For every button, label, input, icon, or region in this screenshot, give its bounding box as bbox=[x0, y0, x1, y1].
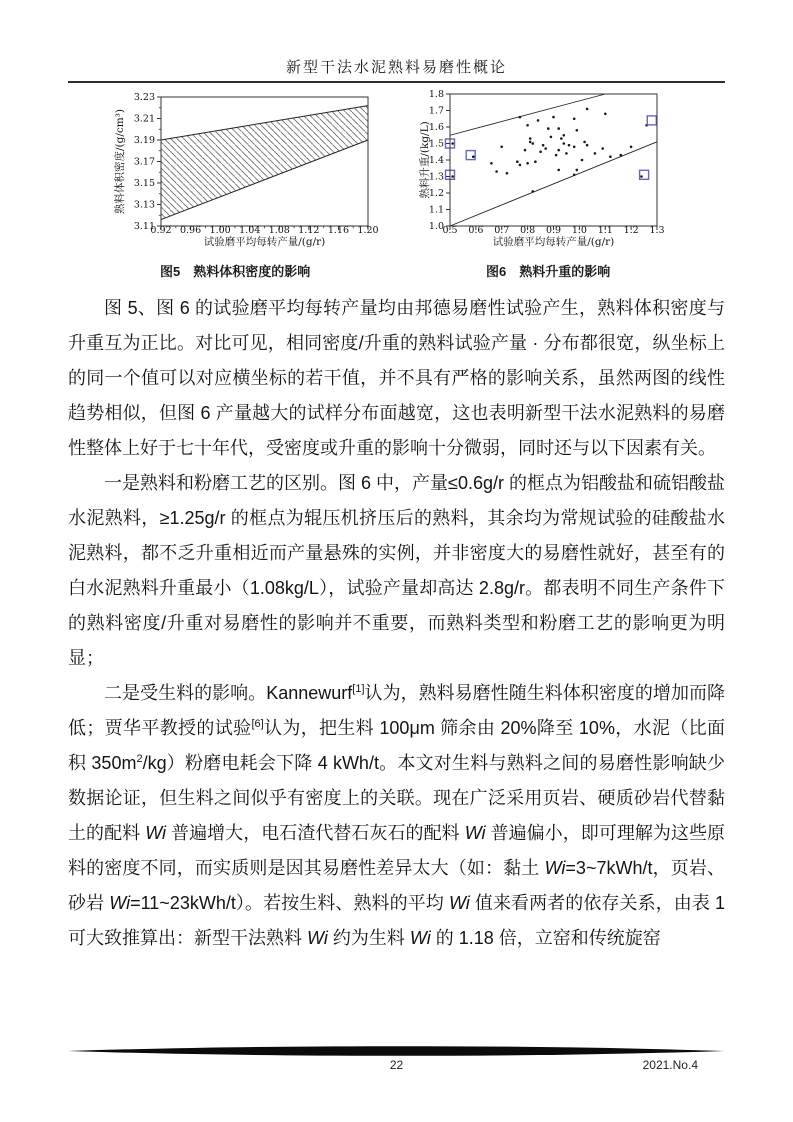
svg-text:1.12: 1.12 bbox=[298, 225, 320, 236]
figure6-litre-weight-chart bbox=[415, 83, 720, 263]
svg-text:1.0: 1.0 bbox=[571, 225, 587, 236]
svg-text:0.96: 0.96 bbox=[179, 225, 202, 236]
svg-text:0.9: 0.9 bbox=[545, 225, 562, 236]
page-number: 22 bbox=[389, 1058, 404, 1072]
paragraph: 一是熟料和粉磨工艺的区别。图 6 中，产量≤0.6g/r 的框点为铝酸盐和硫铝酸盐水泥熟料，≥1.25g/r 的框点为辊压机挤压后的熟料，其余均为常规试验的硅酸盐水泥熟料，都不乏升重相近而产量悬殊的实例，并非密度大的易磨性就好，甚至有的白水泥熟料升重最小（1.08kg/L），试验产量却高达 2.8g/r。都表明不同生产条件下的熟料密度/升重对易磨性的影响并不重要，而熟料类型和粉磨工艺的影响更为明显； bbox=[68, 473, 725, 668]
svg-text:0.7: 0.7 bbox=[494, 225, 510, 236]
body-text bbox=[68, 291, 725, 956]
svg-text:1.6: 1.6 bbox=[428, 122, 444, 133]
svg-text:1.16: 1.16 bbox=[327, 225, 350, 236]
svg-text:3.15: 3.15 bbox=[133, 178, 155, 189]
svg-text:1.2: 1.2 bbox=[623, 225, 639, 236]
svg-text:3.19: 3.19 bbox=[133, 135, 155, 146]
svg-text:1.00: 1.00 bbox=[209, 225, 231, 236]
svg-text:3.21: 3.21 bbox=[133, 113, 155, 125]
svg-text:1.20: 1.20 bbox=[357, 225, 379, 236]
svg-text:0.6: 0.6 bbox=[468, 225, 484, 236]
svg-text:3.17: 3.17 bbox=[133, 156, 155, 168]
svg-text:1.2: 1.2 bbox=[428, 188, 444, 199]
paragraph: 图 5、图 6 的试验磨平均每转产量均由邦德易磨性试验产生，熟料体积密度与升重互为正比。对比可见，相同密度/升重的熟料试验产量 · 分布都很宽，纵坐标上的同一个值可以对应横坐标的若干值，并不具有严格的影响关系，虽然两图的线性趋势相似，但图 6 产量越大的试样分布面越宽，这也表明新型干法水泥熟料的易磨性整体上好于七十年代，受密度或升重的影响十分微弱，同时还与以下因素有关。 bbox=[68, 298, 725, 458]
svg-text:3.11: 3.11 bbox=[133, 221, 155, 232]
svg-text:1.3: 1.3 bbox=[428, 171, 444, 183]
svg-text:3.13: 3.13 bbox=[133, 199, 155, 211]
svg-text:1.5: 1.5 bbox=[428, 138, 444, 150]
svg-text:0.5: 0.5 bbox=[442, 225, 458, 236]
svg-text:1.1: 1.1 bbox=[428, 204, 444, 216]
svg-text:1.08: 1.08 bbox=[268, 225, 290, 236]
svg-text:1.7: 1.7 bbox=[428, 105, 444, 117]
svg-text:0.8: 0.8 bbox=[520, 225, 536, 236]
svg-text:1.3: 1.3 bbox=[649, 225, 665, 236]
figure6-caption: 图6 熟料升重的影响 bbox=[486, 264, 611, 279]
svg-text:熟料升重/(kg/L): 熟料升重/(kg/L) bbox=[419, 121, 431, 199]
svg-text:熟料体积密度/(g/cm³): 熟料体积密度/(g/cm³) bbox=[114, 108, 126, 215]
svg-text:3.23: 3.23 bbox=[133, 92, 155, 103]
figure5-caption: 图5 熟料体积密度的影响 bbox=[160, 264, 311, 279]
svg-text:1.1: 1.1 bbox=[597, 225, 613, 236]
svg-text:0.92: 0.92 bbox=[150, 225, 172, 236]
svg-text:1.4: 1.4 bbox=[428, 155, 444, 166]
svg-text:1.04: 1.04 bbox=[239, 225, 261, 236]
figure5-density-chart bbox=[105, 86, 405, 262]
issue-number: 2021.No.4 bbox=[642, 1058, 698, 1072]
page-header-title: 新型干法水泥熟料易磨性概论 bbox=[285, 58, 507, 76]
footer-divider bbox=[68, 1045, 725, 1057]
svg-text:试验磨平均每转产量/(g/r): 试验磨平均每转产量/(g/r) bbox=[492, 236, 615, 248]
svg-text:1.8: 1.8 bbox=[428, 89, 444, 100]
svg-text:试验磨平均每转产量/(g/r): 试验磨平均每转产量/(g/r) bbox=[203, 236, 326, 248]
svg-text:1.0: 1.0 bbox=[428, 221, 444, 232]
paragraph: 二是受生料的影响。Kannewurf[1]认为，熟料易磨性随生料体积密度的增加而降低；贾华平教授的试验[6]认为，把生料 100μm 筛余由 20%降至 10%，水泥（比面积 $350m^2/kg$）粉磨电耗会下降 4 kWh/t。本文对生料与熟料之间的易磨性影响缺少数据论证，但生料之间似乎有密度上的关联。现在广泛采用页岩、硬质砂岩代替黏土的配料 Wi 普遍增大，电石渣代替石灰石的配料 Wi 普遍偏小，即可理解为这些原料的密度不同，而实质则是因其易磨性差异太大（如：黏土 Wi=3~7kWh/t，页岩、砂岩 Wi=11~23kWh/t）。若按生料、熟料的平均 Wi 值来看两者的依存关系，由表 1 可大致推算出：新型干法熟料 Wi 约为生料 Wi 的 1.18 倍，立窑和传统旋窑 bbox=[68, 683, 726, 948]
